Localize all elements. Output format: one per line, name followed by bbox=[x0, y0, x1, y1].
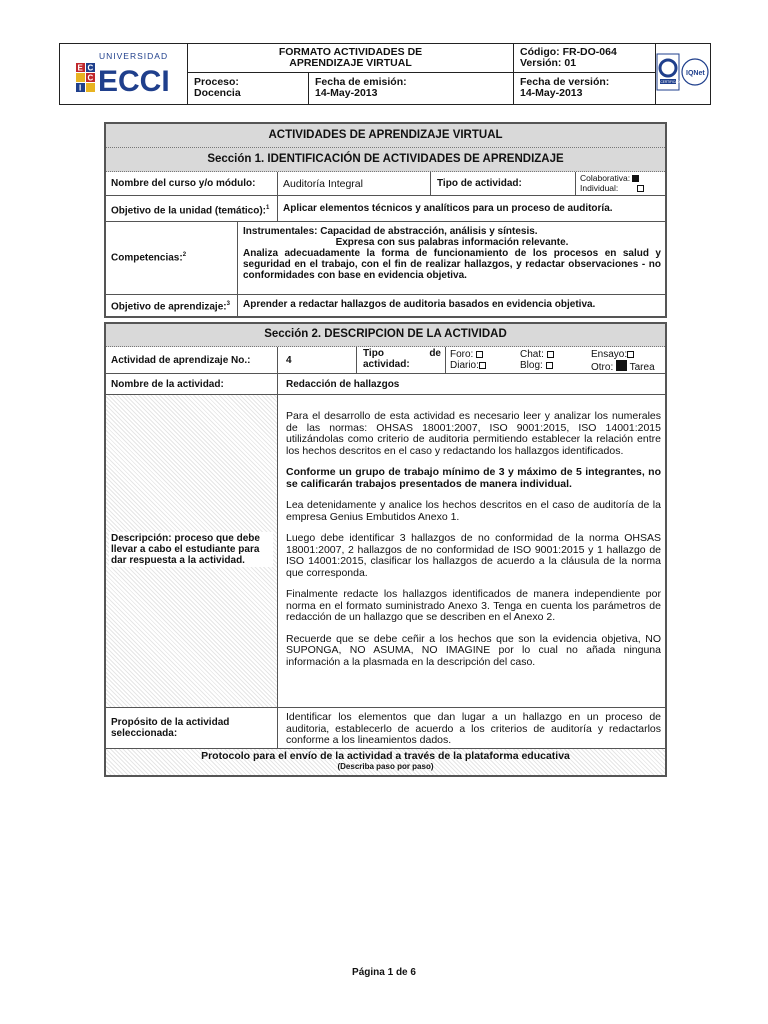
logo-letter-e: E bbox=[77, 63, 83, 73]
document-header bbox=[59, 43, 711, 105]
activity-no-label: Actividad de aprendizaje No.: bbox=[106, 347, 278, 373]
form-code: Código: FR-DO-064 bbox=[520, 46, 617, 58]
description-paragraph-6: Recuerde que se debe ceñir a los hechos que son la evidencia objetiva, NO SUPONGA, NO ASUMA, NO IMAGINE por lo cual no añada ninguna información a la plasmada en la descripción del caso. bbox=[286, 632, 661, 668]
option-blog bbox=[520, 360, 553, 372]
objective-unit-sup: 1 bbox=[266, 205, 270, 211]
purpose-row bbox=[106, 708, 665, 749]
cert-left-text: CERTIFICADO bbox=[660, 80, 683, 84]
otro-checkbox[interactable] bbox=[616, 360, 627, 371]
competencies-label-cell bbox=[106, 222, 238, 294]
purpose-label: Propósito de la actividad seleccionada: bbox=[106, 708, 278, 748]
logo-letter-c2: C bbox=[87, 63, 94, 73]
process-value: Docencia bbox=[194, 87, 241, 99]
description-row bbox=[106, 395, 665, 708]
collab-label: Colaborativa: bbox=[580, 173, 631, 183]
main-title: ACTIVIDADES DE APRENDIZAJE VIRTUAL bbox=[106, 124, 665, 148]
activity-type-options bbox=[576, 172, 665, 195]
purpose-value: Identificar los elementos que dan lugar a un hallazgo en un proceso de auditoria, establecerlo de acuerdo a los criterios de auditoría y redactarlos conforme a los lineamientos dados. bbox=[286, 711, 661, 746]
activity-type-label: Tipo de actividad: bbox=[431, 172, 576, 195]
collab-option bbox=[580, 173, 665, 183]
emission-label: Fecha de emisión: bbox=[315, 76, 407, 88]
description-label: Descripción: proceso que debe llevar a cabo el estudiante para dar respuesta a la actividad. bbox=[109, 532, 273, 567]
form-version: Versión: 01 bbox=[520, 57, 577, 69]
description-label-cell bbox=[106, 395, 278, 707]
process-label: Proceso: bbox=[194, 76, 239, 88]
option-otro-label: Otro: bbox=[591, 362, 614, 373]
form-title-line1: FORMATO ACTIVIDADES DE bbox=[278, 46, 423, 58]
emission-value: 14-May-2013 bbox=[315, 87, 378, 99]
ensayo-checkbox[interactable] bbox=[627, 351, 634, 358]
course-label: Nombre del curso y/o módulo: bbox=[106, 172, 278, 195]
description-paragraph-3: Lea detenidamente y analice los hechos descritos en el caso de auditoría de la empresa Genius Embutidos Anexo 1. bbox=[286, 499, 661, 523]
ecci-logo-icon bbox=[60, 44, 188, 104]
logo-letter-c1: C bbox=[87, 73, 94, 83]
description-paragraph-1: Para el desarrollo de esta actividad es necesario leer y analizar los numerales de las normas: OHSAS 18001:2007, ISO 9001:2015, ISO 14001:2015 utilizándolas como criterio de auditoria permitiendo establecer la relación entre los hechos descritos en el caso y redactando los hallazgos identificados. bbox=[286, 410, 661, 457]
logo-wordmark: ECCI bbox=[98, 65, 170, 98]
objective-unit-row bbox=[106, 196, 665, 222]
learning-objective-row bbox=[106, 295, 665, 316]
learning-objective-sup: 3 bbox=[226, 301, 230, 307]
cert-right-text: IQNet bbox=[686, 70, 705, 77]
option-ensayo bbox=[591, 349, 634, 361]
learning-objective-label: Objetivo de aprendizaje: bbox=[111, 301, 227, 313]
description-paragraph-5: Finalmente redacte los hallazgos identificados de manera independiente por norma en el formato suministrado Anexo 3. Tenga en cuenta los parámetros de redacción de un hallazgo que se describen en el Anexo 2. bbox=[286, 588, 661, 623]
section2-table bbox=[104, 322, 667, 777]
form-title bbox=[188, 44, 514, 73]
option-otro-value: Tarea bbox=[629, 362, 655, 373]
activity-name-label: Nombre de la actividad: bbox=[106, 374, 278, 394]
page-number: Página 1 de 6 bbox=[352, 967, 416, 978]
diario-checkbox[interactable] bbox=[479, 362, 486, 369]
option-foro bbox=[450, 349, 483, 361]
section2-title: Sección 2. DESCRIPCION DE LA ACTIVIDAD bbox=[106, 324, 665, 347]
activity-no-value: 4 bbox=[278, 347, 357, 373]
objective-unit-label: Objetivo de la unidad (temático): bbox=[111, 205, 267, 217]
section1-table bbox=[104, 122, 667, 318]
university-label: UNIVERSIDAD bbox=[99, 51, 169, 61]
logo-letter-i: I bbox=[79, 83, 82, 93]
chat-checkbox[interactable] bbox=[547, 351, 554, 358]
option-chat-label: Chat: bbox=[520, 349, 544, 360]
objective-unit-value: Aplicar elementos técnicos y analíticos para un proceso de auditoría. bbox=[283, 203, 613, 214]
competencies-value bbox=[238, 222, 665, 294]
course-value: Auditoría Integral bbox=[278, 172, 431, 195]
foro-checkbox[interactable] bbox=[476, 351, 483, 358]
type-label: Tipo de actividad: bbox=[357, 347, 446, 373]
description-paragraph-2: Conforme un grupo de trabajo mínimo de 3 y máximo de 5 integrantes, no se calificarán trabajos presentados de manera individual. bbox=[286, 466, 661, 490]
activity-name-row bbox=[106, 374, 665, 395]
protocol-subtitle: (Describa paso por paso) bbox=[337, 762, 434, 771]
form-codes bbox=[514, 44, 656, 73]
option-diario bbox=[450, 360, 486, 372]
individual-option bbox=[580, 183, 665, 193]
option-diario-label: Diario: bbox=[450, 360, 479, 371]
objective-unit-label-cell bbox=[106, 196, 278, 221]
version-date-cell bbox=[514, 73, 656, 104]
version-date-value: 14-May-2013 bbox=[520, 87, 583, 99]
individual-label: Individual: bbox=[580, 183, 619, 193]
university-logo bbox=[60, 44, 188, 104]
collab-checkbox[interactable] bbox=[632, 175, 639, 182]
option-chat bbox=[520, 349, 554, 361]
type-options bbox=[446, 347, 665, 373]
option-ensayo-label: Ensayo: bbox=[591, 349, 628, 360]
process-cell bbox=[188, 73, 309, 104]
competencies-line3: Analiza adecuadamente la forma de funcionamiento de los procesos en salud y seguridad en el trabajo, con el fin de realizar hallazgos, y redactar observaciones - no conformidades con base en evidencia objetiva. bbox=[243, 248, 661, 281]
certification-seal-icon bbox=[656, 44, 710, 104]
option-foro-label: Foro: bbox=[450, 349, 474, 360]
learning-objective-value: Aprender a redactar hallazgos de auditoria basados en evidencia objetiva. bbox=[243, 299, 596, 310]
section1-title: Sección 1. IDENTIFICACIÓN DE ACTIVIDADES DE APRENDIZAJE bbox=[106, 148, 665, 172]
version-date-label: Fecha de versión: bbox=[520, 76, 610, 88]
learning-objective-label-cell bbox=[106, 295, 238, 316]
description-paragraph-4: Luego debe identificar 3 hallazgos de no conformidad de la norma OHSAS 18001:2007, 2 hallazgos de no conformidad de ISO 9001:2015 y 1 hallazgo de ISO 14001:2015, clasificar los hallazgos de acuerdo a la cláusula de la norma que corresponda. bbox=[286, 532, 661, 579]
form-title-line2: APRENDIZAJE VIRTUAL bbox=[289, 57, 412, 69]
blog-checkbox[interactable] bbox=[546, 362, 553, 369]
emission-cell bbox=[309, 73, 514, 104]
protocol-title: Protocolo para el envío de la actividad a través de la plataforma educativa bbox=[201, 750, 570, 762]
competencies-row bbox=[106, 222, 665, 295]
description-content bbox=[278, 395, 665, 707]
competencies-line2: Expresa con sus palabras información relevante. bbox=[335, 237, 569, 248]
course-row bbox=[106, 172, 665, 196]
competencies-label: Competencias: bbox=[111, 252, 183, 264]
competencies-line1: Instrumentales: Capacidad de abstracción, análisis y síntesis. bbox=[243, 226, 538, 237]
individual-checkbox[interactable] bbox=[637, 185, 644, 192]
activity-no-row bbox=[106, 347, 665, 374]
option-blog-label: Blog: bbox=[520, 360, 543, 371]
activity-name-value: Redacción de hallazgos bbox=[286, 379, 400, 390]
protocol-band bbox=[106, 749, 665, 775]
certification-logos bbox=[656, 44, 710, 104]
option-otro bbox=[591, 360, 655, 374]
competencies-sup: 2 bbox=[182, 252, 187, 258]
